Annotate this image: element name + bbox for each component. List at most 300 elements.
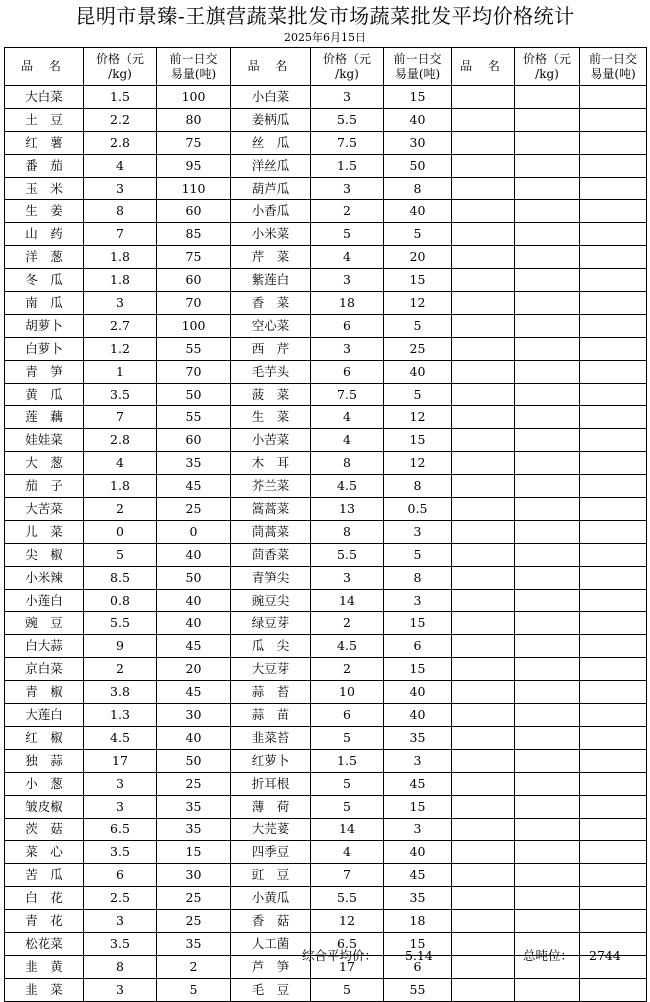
table-row (5, 246, 647, 269)
empty-cell (580, 887, 647, 910)
cell-name: 西 芹 (231, 337, 311, 360)
cell-name: 白萝卜 (5, 337, 84, 360)
cell-name: 白大蒜 (5, 635, 84, 658)
cell-volume: 45 (157, 475, 231, 498)
cell-name: 娃娃菜 (5, 429, 84, 452)
cell-name: 香 菜 (231, 292, 311, 315)
cell-name: 番 茄 (5, 154, 84, 177)
table-row (5, 406, 647, 429)
cell-name: 茴香菜 (231, 543, 311, 566)
table-row (5, 978, 647, 1001)
cell-volume: 3 (384, 589, 452, 612)
cell-volume: 8 (384, 177, 452, 200)
cell-volume: 5 (384, 543, 452, 566)
cell-price: 7 (84, 223, 157, 246)
empty-cell (580, 200, 647, 223)
empty-cell (515, 177, 580, 200)
cell-volume: 12 (384, 406, 452, 429)
empty-cell (515, 772, 580, 795)
cell-volume: 12 (384, 292, 452, 315)
empty-cell (580, 177, 647, 200)
cell-name: 木 耳 (231, 452, 311, 475)
cell-price: 4.5 (311, 635, 384, 658)
cell-price: 5.5 (84, 612, 157, 635)
cell-price: 6.5 (84, 818, 157, 841)
cell-price: 4 (311, 406, 384, 429)
cell-name: 土 豆 (5, 108, 84, 131)
table-row (5, 314, 647, 337)
cell-volume: 50 (157, 749, 231, 772)
empty-cell (515, 612, 580, 635)
cell-price: 6 (311, 704, 384, 727)
empty-cell (580, 292, 647, 315)
empty-cell (515, 566, 580, 589)
cell-volume: 5 (384, 314, 452, 337)
empty-cell (452, 612, 515, 635)
cell-name: 红萝卜 (231, 749, 311, 772)
cell-name: 小黄瓜 (231, 887, 311, 910)
cell-name: 青 椒 (5, 681, 84, 704)
table-row (5, 818, 647, 841)
cell-volume: 15 (384, 612, 452, 635)
cell-price: 4 (84, 452, 157, 475)
cell-price: 4 (311, 841, 384, 864)
cell-name: 红 薯 (5, 131, 84, 154)
cell-name: 丝 瓜 (231, 131, 311, 154)
cell-price: 18 (311, 292, 384, 315)
empty-cell (580, 795, 647, 818)
cell-volume: 0.5 (384, 498, 452, 521)
cell-volume: 40 (384, 200, 452, 223)
cell-volume: 55 (157, 337, 231, 360)
empty-cell (580, 681, 647, 704)
empty-cell (515, 406, 580, 429)
empty-cell (452, 498, 515, 521)
table-row (5, 337, 647, 360)
cell-volume: 45 (157, 681, 231, 704)
cell-volume: 75 (157, 246, 231, 269)
cell-name: 大 葱 (5, 452, 84, 475)
cell-name: 玉 米 (5, 177, 84, 200)
cell-volume: 45 (384, 864, 452, 887)
cell-volume: 75 (157, 131, 231, 154)
cell-price: 1.8 (84, 475, 157, 498)
cell-price: 6 (311, 314, 384, 337)
cell-price: 7.5 (311, 131, 384, 154)
empty-cell (515, 383, 580, 406)
empty-cell (515, 498, 580, 521)
cell-volume: 40 (384, 108, 452, 131)
empty-cell (452, 887, 515, 910)
empty-cell (580, 223, 647, 246)
cell-volume: 70 (157, 360, 231, 383)
table-body (5, 86, 647, 1002)
table-row (5, 658, 647, 681)
cell-price: 0 (84, 520, 157, 543)
cell-name: 芦 笋 (231, 955, 311, 978)
empty-cell (580, 131, 647, 154)
empty-cell (452, 543, 515, 566)
cell-volume: 60 (157, 269, 231, 292)
cell-price: 2 (311, 612, 384, 635)
cell-volume: 20 (384, 246, 452, 269)
header-price-1: 价格（元 /kg) (84, 48, 157, 86)
cell-price: 5.5 (311, 887, 384, 910)
empty-cell (580, 475, 647, 498)
table-row (5, 566, 647, 589)
empty-cell (515, 429, 580, 452)
empty-cell (452, 726, 515, 749)
table-row (5, 635, 647, 658)
cell-name: 山 药 (5, 223, 84, 246)
cell-name: 小香瓜 (231, 200, 311, 223)
cell-price: 17 (84, 749, 157, 772)
empty-cell (515, 841, 580, 864)
cell-price: 5 (311, 772, 384, 795)
empty-cell (515, 246, 580, 269)
empty-cell (515, 452, 580, 475)
cell-price: 3 (311, 337, 384, 360)
empty-cell (515, 223, 580, 246)
cell-volume: 18 (384, 910, 452, 933)
cell-name: 茄 子 (5, 475, 84, 498)
average-price-value: 5.14 (405, 948, 433, 963)
empty-cell (452, 131, 515, 154)
empty-cell (580, 704, 647, 727)
price-table (4, 47, 647, 1002)
empty-cell (452, 841, 515, 864)
cell-volume: 40 (157, 726, 231, 749)
table-row (5, 589, 647, 612)
empty-cell (515, 475, 580, 498)
cell-volume: 15 (384, 86, 452, 109)
cell-volume: 15 (384, 269, 452, 292)
cell-volume: 20 (157, 658, 231, 681)
table-row (5, 704, 647, 727)
empty-cell (580, 86, 647, 109)
cell-volume: 70 (157, 292, 231, 315)
table-row (5, 177, 647, 200)
cell-volume: 35 (384, 726, 452, 749)
cell-volume: 30 (157, 864, 231, 887)
table-row (5, 726, 647, 749)
cell-name: 小米菜 (231, 223, 311, 246)
table-row (5, 543, 647, 566)
empty-cell (452, 864, 515, 887)
cell-name: 青笋尖 (231, 566, 311, 589)
empty-cell (580, 314, 647, 337)
cell-price: 8 (84, 200, 157, 223)
cell-volume: 40 (157, 589, 231, 612)
empty-cell (515, 269, 580, 292)
header-volume-2: 前一日交 易量(吨) (384, 48, 452, 86)
empty-cell (452, 910, 515, 933)
cell-price: 4 (84, 154, 157, 177)
cell-volume: 40 (157, 543, 231, 566)
cell-price: 6 (84, 864, 157, 887)
cell-price: 3.5 (84, 841, 157, 864)
empty-cell (580, 658, 647, 681)
empty-cell (452, 589, 515, 612)
cell-price: 4 (311, 246, 384, 269)
cell-price: 5 (311, 795, 384, 818)
table-row (5, 108, 647, 131)
cell-price: 17 (311, 955, 384, 978)
empty-cell (515, 749, 580, 772)
cell-volume: 40 (384, 704, 452, 727)
empty-cell (580, 246, 647, 269)
cell-price: 7 (84, 406, 157, 429)
cell-name: 葫芦瓜 (231, 177, 311, 200)
empty-cell (580, 910, 647, 933)
cell-name: 生 菜 (231, 406, 311, 429)
cell-name: 茼蒿菜 (231, 520, 311, 543)
cell-volume: 3 (384, 818, 452, 841)
cell-price: 14 (311, 818, 384, 841)
table-header-row (5, 48, 647, 86)
cell-volume: 5 (384, 223, 452, 246)
header-volume-3: 前一日交 易量(吨) (580, 48, 647, 86)
cell-name: 独 蒜 (5, 749, 84, 772)
empty-cell (515, 360, 580, 383)
empty-cell (580, 978, 647, 1001)
table-row (5, 612, 647, 635)
cell-name: 大豆芽 (231, 658, 311, 681)
cell-price: 6 (311, 360, 384, 383)
table-row (5, 772, 647, 795)
cell-price: 2.8 (84, 131, 157, 154)
cell-price: 4.5 (84, 726, 157, 749)
empty-cell (580, 818, 647, 841)
table-row (5, 498, 647, 521)
cell-name: 芹 菜 (231, 246, 311, 269)
cell-volume: 110 (157, 177, 231, 200)
cell-volume: 50 (157, 566, 231, 589)
empty-cell (515, 795, 580, 818)
cell-price: 3.5 (84, 383, 157, 406)
cell-name: 洋 葱 (5, 246, 84, 269)
table-row (5, 86, 647, 109)
empty-cell (452, 772, 515, 795)
cell-name: 洋丝瓜 (231, 154, 311, 177)
empty-cell (452, 932, 515, 955)
cell-name: 姜柄瓜 (231, 108, 311, 131)
table-row (5, 360, 647, 383)
cell-volume: 35 (384, 887, 452, 910)
cell-name: 青 笋 (5, 360, 84, 383)
empty-cell (452, 223, 515, 246)
table-row (5, 910, 647, 933)
empty-cell (515, 108, 580, 131)
table-row (5, 429, 647, 452)
empty-cell (580, 566, 647, 589)
empty-cell (515, 589, 580, 612)
empty-cell (515, 520, 580, 543)
cell-name: 紫莲白 (231, 269, 311, 292)
cell-name: 大苦菜 (5, 498, 84, 521)
cell-name: 京白菜 (5, 658, 84, 681)
table-row (5, 749, 647, 772)
empty-cell (452, 978, 515, 1001)
cell-price: 1 (84, 360, 157, 383)
empty-cell (515, 658, 580, 681)
total-tonnage-label: 总吨位： (523, 948, 574, 963)
cell-volume: 15 (157, 841, 231, 864)
cell-volume: 95 (157, 154, 231, 177)
cell-volume: 100 (157, 314, 231, 337)
empty-cell (580, 841, 647, 864)
cell-volume: 85 (157, 223, 231, 246)
cell-name: 菜 心 (5, 841, 84, 864)
cell-volume: 40 (384, 681, 452, 704)
table-row (5, 520, 647, 543)
empty-cell (452, 475, 515, 498)
empty-cell (452, 520, 515, 543)
cell-name: 韭 菜 (5, 978, 84, 1001)
empty-cell (452, 406, 515, 429)
empty-cell (452, 658, 515, 681)
cell-name: 毛 豆 (231, 978, 311, 1001)
cell-volume: 15 (384, 795, 452, 818)
report-date: 2025年6月15日 (284, 31, 366, 44)
empty-cell (452, 566, 515, 589)
cell-name: 篙蒿菜 (231, 498, 311, 521)
cell-volume: 8 (384, 566, 452, 589)
cell-name: 折耳根 (231, 772, 311, 795)
cell-volume: 15 (384, 932, 452, 955)
cell-volume: 25 (157, 910, 231, 933)
cell-name: 小 葱 (5, 772, 84, 795)
empty-cell (452, 314, 515, 337)
cell-price: 5 (311, 223, 384, 246)
cell-price: 1.5 (311, 749, 384, 772)
cell-volume: 3 (384, 749, 452, 772)
cell-volume: 25 (384, 337, 452, 360)
cell-price: 2 (311, 658, 384, 681)
cell-volume: 80 (157, 108, 231, 131)
cell-volume: 6 (384, 635, 452, 658)
cell-name: 皱皮椒 (5, 795, 84, 818)
table-row (5, 383, 647, 406)
cell-price: 5 (311, 726, 384, 749)
cell-name: 蒜 苔 (231, 681, 311, 704)
empty-cell (580, 452, 647, 475)
empty-cell (580, 154, 647, 177)
empty-cell (580, 864, 647, 887)
empty-cell (515, 887, 580, 910)
cell-price: 1.5 (311, 154, 384, 177)
cell-price: 2 (84, 658, 157, 681)
empty-cell (515, 978, 580, 1001)
cell-price: 3 (311, 566, 384, 589)
empty-cell (515, 910, 580, 933)
empty-cell (452, 383, 515, 406)
cell-price: 7 (311, 864, 384, 887)
cell-volume: 5 (157, 978, 231, 1001)
cell-name: 大芫荽 (231, 818, 311, 841)
table-row (5, 681, 647, 704)
table-row (5, 887, 647, 910)
cell-price: 2.2 (84, 108, 157, 131)
cell-volume: 40 (157, 612, 231, 635)
cell-volume: 35 (157, 818, 231, 841)
cell-price: 6.5 (311, 932, 384, 955)
cell-volume: 100 (157, 86, 231, 109)
empty-cell (452, 337, 515, 360)
cell-volume: 15 (384, 658, 452, 681)
empty-cell (515, 200, 580, 223)
cell-name: 人工菌 (231, 932, 311, 955)
cell-volume: 35 (157, 452, 231, 475)
empty-cell (580, 520, 647, 543)
cell-price: 3 (311, 86, 384, 109)
cell-price: 14 (311, 589, 384, 612)
cell-name: 生 姜 (5, 200, 84, 223)
cell-price: 4.5 (311, 475, 384, 498)
cell-price: 2 (84, 498, 157, 521)
cell-price: 9 (84, 635, 157, 658)
cell-name: 菠 菜 (231, 383, 311, 406)
cell-price: 2.7 (84, 314, 157, 337)
empty-cell (452, 292, 515, 315)
cell-price: 3 (84, 978, 157, 1001)
cell-volume: 55 (157, 406, 231, 429)
cell-name: 尖 椒 (5, 543, 84, 566)
cell-price: 1.2 (84, 337, 157, 360)
empty-cell (452, 246, 515, 269)
empty-cell (580, 406, 647, 429)
empty-cell (452, 360, 515, 383)
cell-volume: 55 (384, 978, 452, 1001)
table-row (5, 864, 647, 887)
empty-cell (452, 108, 515, 131)
cell-volume: 12 (384, 452, 452, 475)
cell-name: 青 花 (5, 910, 84, 933)
empty-cell (452, 429, 515, 452)
cell-volume: 50 (157, 383, 231, 406)
empty-cell (515, 818, 580, 841)
cell-volume: 45 (384, 772, 452, 795)
table-row (5, 223, 647, 246)
cell-volume: 35 (157, 932, 231, 955)
empty-cell (515, 704, 580, 727)
cell-volume: 45 (157, 635, 231, 658)
empty-cell (452, 955, 515, 978)
cell-name: 香 菇 (231, 910, 311, 933)
empty-cell (515, 314, 580, 337)
total-tonnage-value: 2744 (589, 948, 621, 963)
cell-name: 黄 瓜 (5, 383, 84, 406)
cell-name: 四季豆 (231, 841, 311, 864)
average-price-label: 综合平均价： (302, 948, 378, 963)
cell-volume: 3 (384, 520, 452, 543)
empty-cell (515, 543, 580, 566)
table-row (5, 292, 647, 315)
cell-price: 5.5 (311, 543, 384, 566)
cell-name: 韭 黄 (5, 955, 84, 978)
page-title: 昆明市景臻-王旗营蔬菜批发市场蔬菜批发平均价格统计 (75, 4, 575, 28)
cell-volume: 25 (157, 772, 231, 795)
cell-volume: 25 (157, 498, 231, 521)
cell-volume: 5 (384, 383, 452, 406)
cell-price: 4 (311, 429, 384, 452)
cell-name: 莲 藕 (5, 406, 84, 429)
cell-name: 南 瓜 (5, 292, 84, 315)
cell-name: 瓜 尖 (231, 635, 311, 658)
cell-price: 1.3 (84, 704, 157, 727)
empty-cell (580, 543, 647, 566)
empty-cell (580, 635, 647, 658)
